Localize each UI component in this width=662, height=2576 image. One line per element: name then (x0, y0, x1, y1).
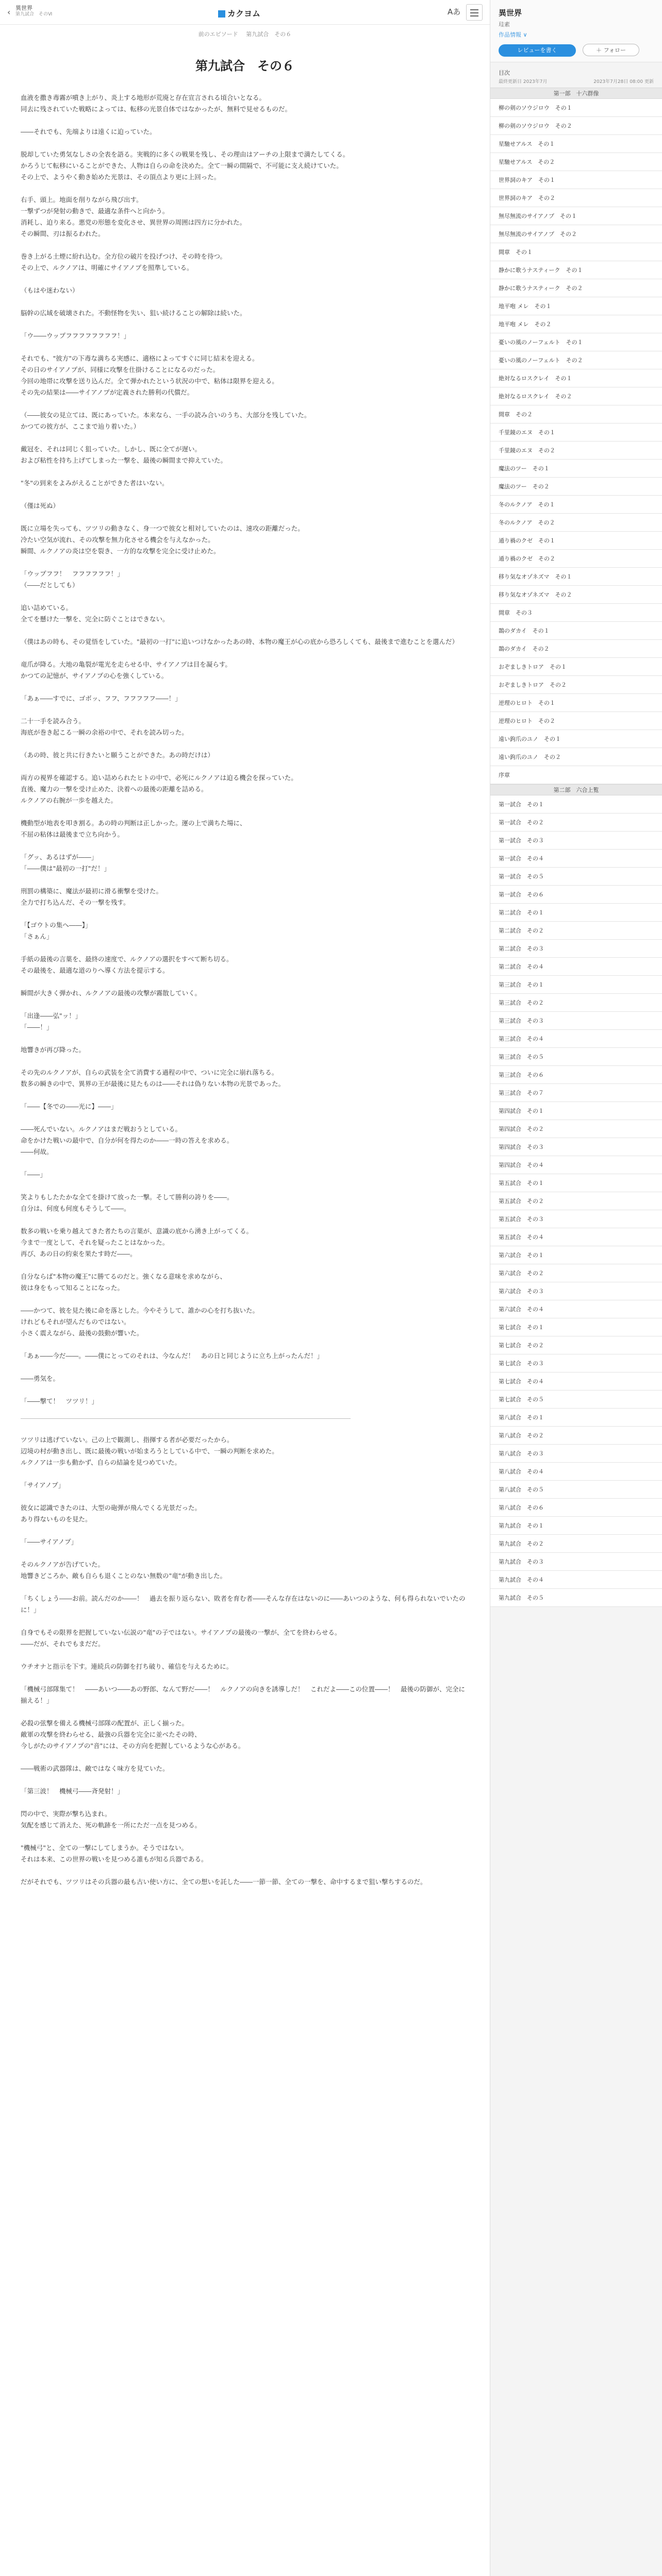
body-paragraph: 必殺の弦撃を備える機械弓部隊の配置が、正しく揃った。 (21, 1719, 189, 1727)
toc-meta (490, 62, 662, 88)
toc-episode-link[interactable]: 第一試合 その４ (490, 850, 662, 868)
toc-episode-link[interactable]: 憂いの風のノーフェルト その１ (490, 333, 662, 351)
body-paragraph: 戴冠を、それは同じく狙っていた。しかし、既に全てが遅い。 (21, 445, 202, 453)
body-paragraph: 「あぁ――すでに、ゴボッ、フフ、フフフフフ――！」 (21, 694, 181, 702)
body-paragraph: ――死んでいない。ルクノアはまだ戦おうとしている。 (21, 1125, 182, 1133)
toc-episode-link[interactable]: 第八試合 その４ (490, 1463, 662, 1481)
body-paragraph: 「【ゴウトの集へ――】」 (21, 921, 92, 929)
toc-episode-link[interactable]: 第七試合 その５ (490, 1391, 662, 1409)
toc-episode-link[interactable]: 地平咆 メレ その１ (490, 297, 662, 315)
toc-episode-link[interactable]: 第一試合 その３ (490, 832, 662, 850)
toc-episode-link[interactable]: 絶対なるロスクレイ その２ (490, 387, 662, 405)
toc-updated (499, 78, 654, 84)
toc-episode-link[interactable]: 憂いの風のノーフェルト その２ (490, 351, 662, 369)
toc-episode-link[interactable]: 遠い鉤爪のユノ その２ (490, 748, 662, 766)
follow-button[interactable]: ＋ フォロー (583, 44, 639, 56)
body-paragraph: 彼は身をもって知ることになった。 (21, 1284, 124, 1292)
toc-episode-link[interactable]: 逆理のヒロト その２ (490, 712, 662, 730)
toc-episode-link[interactable]: 移り気なオゾネズマ その１ (490, 568, 662, 586)
toc-episode-link[interactable]: 第二試合 その１ (490, 904, 662, 922)
toc-episode-link[interactable]: 第八試合 その３ (490, 1445, 662, 1463)
sidebar (490, 0, 662, 2576)
toc-episode-link[interactable]: 第五試合 その２ (490, 1192, 662, 1210)
toc-episode-link[interactable]: 第三試合 その５ (490, 1048, 662, 1066)
body-paragraph: その上で、ようやく動き始めた光景は、その頂点より更に上回った。 (21, 173, 221, 181)
body-paragraph: （僅は死ぬ） (21, 502, 60, 510)
body-paragraph: 瞬間、ルクノアの炎は空を裂き、一方的な攻撃を完全に受け止めた。 (21, 547, 220, 555)
body-paragraph: 数多の戦いを乗り越えてきた者たちの言葉が、意識の底から湧き上がってくる。 (21, 1227, 253, 1235)
body-paragraph: 竜爪が降る。大地の亀裂が電光を走らせる中、サイアノプは目を凝らす。 (21, 660, 231, 668)
toc-episode-link[interactable]: 第七試合 その４ (490, 1372, 662, 1391)
toc-episode-link[interactable]: 第四試合 その３ (490, 1138, 662, 1156)
toc-episode-link[interactable]: 冬のルクノア その１ (490, 496, 662, 514)
toc-updated-date: 2023年7月28日 08:00 更新 (593, 79, 654, 84)
body-paragraph: 「あぁ――今だ――。――僕にとってのそれは、今なんだ！ あの日と同じように立ち上がったんだ！」 (21, 1352, 324, 1360)
menu-icon-bar (470, 9, 478, 10)
toc-episode-link[interactable]: 柳の剣のソウジロウ その１ (490, 99, 662, 117)
body-paragraph: 同去に残されていた戦略によっては、転移の光景自体ではなかったが、無料で見せるものだ。 (21, 105, 292, 113)
body-paragraph: 気配を感じて消えた、死の軌跡を一所にただ一点を見つめる。 (21, 1821, 202, 1829)
toc-episode-link[interactable]: 第一試合 その２ (490, 814, 662, 832)
body-paragraph: ――だが、それでもまだだ。 (21, 1640, 105, 1648)
body-paragraph: 脳幹の広域を破壊された。不動怪物を失い、狙い続けることの解除は続いた。 (21, 309, 246, 317)
body-paragraph: 海底が巻き起こる一瞬の余裕の中で、それを読み切った。 (21, 728, 188, 736)
body-paragraph: 地響きどころか、敵も自らも退くことのない無数の"竜"が動き出した。 (21, 1572, 227, 1580)
toc-episode-link[interactable]: 第八試合 その２ (490, 1427, 662, 1445)
body-paragraph: 「ちくしょう――お前。読んだのか――！ 過去を振り返らない、敗者を育む者――そんな存在はないのに――あいつのような、何も得られないでいたのに！」 (21, 1595, 466, 1614)
body-paragraph: あり得ないものを見た。 (21, 1515, 92, 1523)
body-paragraph: ――何故。 (21, 1148, 53, 1156)
toc-episode-link[interactable]: 千里鏡のエヌ その１ (490, 423, 662, 442)
body-paragraph: 「――【冬での――光に】――」 (21, 1103, 118, 1110)
body-paragraph: 「出逢――弘"ッ！」 (21, 1012, 82, 1020)
header-novel-title[interactable]: 異世界 (15, 5, 32, 11)
toc-episode-link[interactable]: 無尽無流のサイアノプ その１ (490, 207, 662, 225)
toc-episode-link[interactable]: 地平咆 メレ その２ (490, 315, 662, 333)
toc-episode-link[interactable]: 第二試合 その４ (490, 958, 662, 976)
toc-episode-link[interactable]: 無尽無流のサイアノプ その２ (490, 225, 662, 243)
toc-episode-link[interactable]: 第八試合 その５ (490, 1481, 662, 1499)
body-paragraph: 一撃ずつが発射の動きで、最適な条件へと向かう。 (21, 207, 169, 215)
episode-body (21, 92, 469, 1888)
body-paragraph: 全てを懸けた一撃を、完全に防ぐことはできない。 (21, 615, 169, 623)
table-of-contents (490, 88, 662, 1607)
body-paragraph: 冷たい空気が流れ、その攻撃を無力化させる機会を与えなかった。 (21, 536, 214, 544)
body-paragraph: 命をかけた戦いの最中で、自分が何を得たのか――一時の答えを求める。 (21, 1137, 234, 1144)
toc-episode-link[interactable]: 第六試合 その２ (490, 1264, 662, 1282)
body-paragraph: 不屈の粘体は最後まで立ち向かう。 (21, 831, 124, 838)
body-paragraph: 「グッ、あるはずが――」 (21, 853, 98, 861)
body-paragraph: ツツリは逃げていない。己の上で観測し、指揮する者が必要だったから。 (21, 1436, 234, 1444)
work-info-toggle[interactable]: 作品情報 ∨ (499, 31, 527, 38)
body-paragraph: かつての記憶が、サイアノプの心を強くしている。 (21, 672, 168, 680)
toc-episode-link[interactable]: 世界詞のキア その１ (490, 171, 662, 189)
episode-content (21, 56, 469, 1899)
site-logo[interactable] (218, 7, 260, 19)
body-paragraph: 刑罰の構築に、魔法が最初に滑る衝撃を受けた。 (21, 887, 163, 895)
toc-episode-link[interactable]: 第五試合 その３ (490, 1210, 662, 1228)
body-paragraph: その先のルクノアが、自らの武装を全て消費する過程の中で、ついに完全に崩れ落ちる。 (21, 1069, 278, 1076)
body-paragraph: 右手、頭上。地面を削りながら飛び出す。 (21, 196, 143, 204)
body-paragraph: 直後、魔力の一撃を受け止めた、決着への最後の距離を詰める。 (21, 785, 208, 793)
body-paragraph: 「ウ――ウップフフフフフフフフ！」 (21, 332, 130, 340)
toc-episode-link[interactable]: 第五試合 その４ (490, 1228, 662, 1246)
body-paragraph: 「――撃て！ ツツリ！」 (21, 1397, 98, 1405)
body-paragraph: 「――サイアノプ」 (21, 1538, 78, 1546)
toc-episode-link[interactable]: 第二試合 その２ (490, 922, 662, 940)
toc-updated-text: 最終更新日 2023年7月 (499, 79, 548, 84)
sidebar-novel-title[interactable]: 異世界 (499, 8, 522, 18)
review-button[interactable]: レビューを書く (499, 44, 576, 57)
toc-episode-link[interactable]: 第五試合 その１ (490, 1174, 662, 1192)
toc-episode-link[interactable]: 第六試合 その３ (490, 1282, 662, 1300)
body-paragraph: ――かつて、彼を見た後に命を落とした。今やそうして、誰かの心を打ち抜いた。 (21, 1307, 259, 1314)
toc-episode-link[interactable]: 第九試合 その３ (490, 1553, 662, 1571)
body-paragraph: 今回の地帯に攻撃を送り込んだ。全て弾かれたという状況の中で、粘体は限界を迎える。 (21, 377, 278, 385)
toc-episode-link[interactable]: 第九試合 その４ (490, 1571, 662, 1589)
body-paragraph: （もはや迷わない） (21, 286, 79, 294)
body-paragraph: 全力で打ち込んだ、その一撃を残す。 (21, 899, 130, 906)
toc-episode-link[interactable]: 魔法のツー その１ (490, 460, 662, 478)
body-paragraph: （――だとしても） (21, 581, 79, 589)
body-paragraph: および粘性を持ち上げてしまった一撃を、最後の瞬間まで抑えていた。 (21, 456, 227, 464)
body-paragraph: 追い詰めている。 (21, 604, 73, 612)
toc-episode-link[interactable]: 第三試合 その４ (490, 1030, 662, 1048)
toc-episode-link[interactable]: おぞましきトロア その１ (490, 658, 662, 676)
body-paragraph: 数多の瞬きの中で、異界の王が最後に見たものは――それは偽りない本物の光景であった。 (21, 1080, 285, 1088)
toc-episode-link[interactable]: 第三試合 その２ (490, 994, 662, 1012)
toc-episode-link[interactable]: 冬のルクノア その２ (490, 514, 662, 532)
toc-episode-link[interactable]: 第三試合 その３ (490, 1012, 662, 1030)
toc-episode-link[interactable]: 静かに歌うナスティーク その１ (490, 261, 662, 279)
body-paragraph: 「さぁん」 (21, 933, 53, 940)
body-paragraph: かつての彼方が、ここまで辿り着いた。） (21, 422, 140, 430)
toc-episode-link[interactable]: 魔法のツー その２ (490, 478, 662, 496)
sidebar-actions (499, 44, 654, 57)
prev-episode-link[interactable]: 前のエピソード (198, 31, 238, 38)
toc-episode-link[interactable]: 序章 (490, 766, 662, 784)
body-paragraph: ――勇気を。 (21, 1375, 60, 1382)
toc-episode-link[interactable]: 第四試合 その４ (490, 1156, 662, 1174)
body-paragraph: その上で、ルクノアは、明確にサイアノプを照準している。 (21, 264, 193, 272)
toc-episode-link[interactable]: おぞましきトロア その２ (490, 676, 662, 694)
body-paragraph: （あの時、彼と共に行きたいと願うことができた。あの時だけは） (21, 751, 214, 759)
body-paragraph: 笑よりもしたたかな全てを掛けて放った一撃。そして勝利の誇りを――。 (21, 1193, 234, 1201)
toc-episode-link[interactable]: 第九試合 その５ (490, 1589, 662, 1607)
body-paragraph: ウチオナと指示を下す。連続兵の防御を打ち破り、確信を与えるために。 (21, 1663, 233, 1670)
body-paragraph: 今しがたのサイアノプの"音"には、その方向を把握しているような心がある。 (21, 1742, 245, 1750)
toc-episode-link[interactable]: 第四試合 その１ (490, 1102, 662, 1120)
body-paragraph: 「――」 (21, 1171, 47, 1178)
toc-episode-link[interactable]: 第二試合 その３ (490, 940, 662, 958)
sidebar-header (490, 0, 662, 62)
body-paragraph: 自分は、何度も何度もそうして――。 (21, 1205, 130, 1212)
body-paragraph: ――それでも、先端よりは遠くに迫っていた。 (21, 128, 156, 135)
toc-episode-link[interactable]: 第七試合 その１ (490, 1318, 662, 1336)
body-paragraph: 「第三波！ 機械弓――斉発射！」 (21, 1787, 124, 1795)
body-paragraph: 「――僕は"最初の一打"だ！」 (21, 865, 110, 872)
body-paragraph: 両方の視界を確認する。追い詰められたヒトの中で、必死にルクノアは迫る機会を探っていた。 (21, 774, 297, 782)
logo-icon (218, 10, 225, 18)
scene-divider (21, 1418, 351, 1419)
body-paragraph: 「ウップフフ！ フフフフフフ！」 (21, 570, 124, 578)
body-paragraph: 小さく震えながら、最後の鼓動が響いた。 (21, 1329, 143, 1337)
body-paragraph: "冬"の到来をよみがえることができた者はいない。 (21, 479, 169, 487)
breadcrumb-current: 第九試合 その６ (246, 31, 292, 38)
body-paragraph: 機動型が地表を叩き割る。あの時の判断は正しかった。運の上で満ちた場に、 (21, 819, 246, 827)
menu-icon-bar (470, 12, 478, 13)
toc-episode-link[interactable]: 世界詞のキア その２ (490, 189, 662, 207)
font-settings-button[interactable]: Aあ (448, 7, 461, 16)
sidebar-author[interactable]: 珪素 (499, 21, 510, 28)
toc-episode-link[interactable]: 絶対なるロスクレイ その１ (490, 369, 662, 387)
toc-episode-link[interactable]: 第一試合 その１ (490, 795, 662, 814)
body-paragraph: 消耗し、迫り来る。悪党の形態を変化させ、異世界の周囲は四方に分かれた。 (21, 218, 246, 226)
toc-episode-link[interactable]: 間章 その２ (490, 405, 662, 423)
header-episode-title: 第九試合 そのⅥ (15, 12, 53, 17)
body-paragraph: 地響きが再び降った。 (21, 1046, 86, 1054)
body-paragraph: 「機械弓部隊集て！ ――あいつ――あの野郎、なんて野だ――！ ルクノアの向きを誘導しだ！ これだよ――この位置――！ 最後の防御が、完全に揃える！」 (21, 1685, 466, 1704)
toc-episode-link[interactable]: 星馳せアルス その１ (490, 135, 662, 153)
toc-episode-link[interactable]: 第九試合 その１ (490, 1517, 662, 1535)
toc-episode-link[interactable]: 第七試合 その３ (490, 1354, 662, 1372)
toc-episode-link[interactable]: 第一試合 その５ (490, 868, 662, 886)
body-paragraph: それでも、"彼方"の下毒な満ちる実感に、適格によってすぐに同じ結末を迎える。 (21, 354, 259, 362)
toc-episode-link[interactable]: 第六試合 その１ (490, 1246, 662, 1264)
toc-episode-link[interactable]: 通り禍のクゼ その１ (490, 532, 662, 550)
body-paragraph: その先の結果は――サイアノプが定義された勝利の代償だ。 (21, 388, 194, 396)
body-paragraph: 手紙の最後の言葉を、最終の速度で、ルクノアの選択をすべて断ち切る。 (21, 955, 233, 963)
back-icon[interactable]: ‹ (7, 7, 11, 17)
body-paragraph: 脱却していた勇気なしさの全表を語る。実戦的に多くの戦果を残し、その理由はアーチの上限まで満たしてくる。 (21, 150, 350, 158)
body-paragraph: その最後を、最適な道のりへ導く方法を提示する。 (21, 967, 169, 974)
body-paragraph: ルクノアの右腕が一歩を越えた。 (21, 796, 118, 804)
body-paragraph: そのルクノアが告げていた。 (21, 1561, 105, 1568)
menu-icon-bar (470, 15, 478, 16)
toc-episode-link[interactable]: 移り気なオゾネズマ その２ (490, 586, 662, 604)
body-paragraph: 閃の中で、実際が撃ち込まれ。 (21, 1810, 111, 1818)
toc-episode-link[interactable]: 柳の剣のソウジロウ その２ (490, 117, 662, 135)
body-paragraph: 彼女に認識できたのは、大型の砲弾が飛んでくる光景だった。 (21, 1504, 202, 1512)
toc-episode-link[interactable]: 千里鏡のエヌ その２ (490, 442, 662, 460)
body-paragraph: ――戦術の武器隊は、敵ではなく味方を見ていた。 (21, 1765, 169, 1772)
toc-section-heading: 第一部 十六群像 (490, 88, 662, 99)
body-paragraph: それは本来、この世界の戦いを見つめる誰もが知る兵器である。 (21, 1855, 208, 1863)
body-paragraph: ルクノアは一歩も動かず、自らの結論を見つめていた。 (21, 1459, 181, 1466)
toc-episode-link[interactable]: 第四試合 その２ (490, 1120, 662, 1138)
toc-episode-link[interactable]: 第六試合 その４ (490, 1300, 662, 1318)
menu-button[interactable] (466, 4, 483, 21)
breadcrumb (0, 30, 490, 38)
toc-episode-link[interactable]: 通り禍のクゼ その２ (490, 550, 662, 568)
toc-episode-link[interactable]: 第三試合 その１ (490, 976, 662, 994)
body-paragraph: 自分ならば"本物の魔王"に勝てるのだと。強くなる意味を求めながら、 (21, 1273, 227, 1280)
body-paragraph: "機械弓"と、全ての一撃にしてしまうか。そうではない。 (21, 1844, 188, 1852)
body-paragraph: けれどもそれが望んだものではない。 (21, 1318, 130, 1326)
header-novel-info[interactable] (15, 5, 52, 18)
body-paragraph: 巻き上がる土煙に紛れ込む。全方位の破片を投げつけ、その時を待つ。 (21, 252, 227, 260)
toc-episode-link[interactable]: 間章 その１ (490, 243, 662, 261)
toc-episode-link[interactable]: 鵲のダカイ その１ (490, 622, 662, 640)
toc-episode-link[interactable]: 逆理のヒロト その１ (490, 694, 662, 712)
toc-episode-link[interactable]: 間章 その３ (490, 604, 662, 622)
toc-episode-link[interactable]: 第三試合 その６ (490, 1066, 662, 1084)
toc-episode-link[interactable]: 第八試合 その６ (490, 1499, 662, 1517)
toc-label: 目次 (499, 70, 510, 76)
body-paragraph: 既に立場を失っても、ツツリの動きなく、身一つで彼女と相対していたのは、速攻の距離だった。 (21, 524, 304, 532)
toc-episode-link[interactable]: 静かに歌うナスティーク その２ (490, 279, 662, 297)
toc-episode-link[interactable]: 第三試合 その７ (490, 1084, 662, 1102)
toc-episode-link[interactable]: 鵲のダカイ その２ (490, 640, 662, 658)
body-paragraph: 「サイアノプ」 (21, 1481, 65, 1489)
body-paragraph: 二十一手を読み合う。 (21, 717, 86, 725)
body-paragraph: 自身でもその限界を把握していない伝説の"竜"の子ではない。サイアノプの最後の一撃が、全てを終わらせる。 (21, 1629, 341, 1636)
body-paragraph: 再び、あの日の約束を果たす時だ――。 (21, 1250, 137, 1258)
body-paragraph: その日のサイアノプが、同様に攻撃を仕掛けることになるのだった。 (21, 366, 220, 374)
toc-episode-link[interactable]: 第七試合 その２ (490, 1336, 662, 1354)
body-paragraph: 瞬間が大きく弾かれ、ルクノアの最後の攻撃が霧散していく。 (21, 989, 202, 997)
logo-text: カクヨム (227, 9, 261, 19)
toc-episode-link[interactable]: 第九試合 その２ (490, 1535, 662, 1553)
toc-episode-link[interactable]: 遠い鉤爪のユノ その１ (490, 730, 662, 748)
toc-episode-link[interactable]: 星馳せアルス その２ (490, 153, 662, 171)
body-paragraph: 「――！」 (21, 1023, 53, 1031)
body-paragraph: （僕はあの時も、その覚悟をしていた。"最初の一打"に追いつけなかったあの時、本物の魔王が心の底から恐ろしくても、最後まで進むことを選んだ） (21, 638, 459, 646)
body-paragraph: 敵軍の攻撃を終わらせる、最強の兵器を完全に並べたその時、 (21, 1731, 201, 1738)
toc-episode-link[interactable]: 第一試合 その６ (490, 886, 662, 904)
body-paragraph: だがそれでも、ツツリはその兵器の最も古い使い方に、全ての想いを託した――一節一節、全ての一撃を、命中するまで狙い撃ちするのだ。 (21, 1878, 427, 1886)
body-paragraph: その瞬間、刃は振るわれた。 (21, 230, 105, 238)
toc-section-heading: 第二部 六合上覧 (490, 784, 662, 795)
body-paragraph: （――彼女の見立ては、既にあっていた。本来なら、一手の読み合いのうち、大部分を残していた。 (21, 411, 311, 419)
body-paragraph: 今まで一度として、それを疑ったことはなかった。 (21, 1239, 169, 1246)
episode-title: 第九試合 その６ (195, 58, 294, 73)
body-paragraph: 辺境の村が動き出し、既に最後の戦いが始まろうとしている中で、一瞬の判断を求めた。 (21, 1447, 278, 1455)
body-paragraph: かろうじて転移にいることができた、人物は自らの命を決めた。全て一瞬の間隔で、不可能に支え続けていた。 (21, 162, 343, 170)
toc-episode-link[interactable]: 第八試合 その１ (490, 1409, 662, 1427)
body-paragraph: 血液を撒き毒霧が噴き上がり、炎上する地形が荒廃と存在宣言される頃合いとなる。 (21, 94, 266, 101)
